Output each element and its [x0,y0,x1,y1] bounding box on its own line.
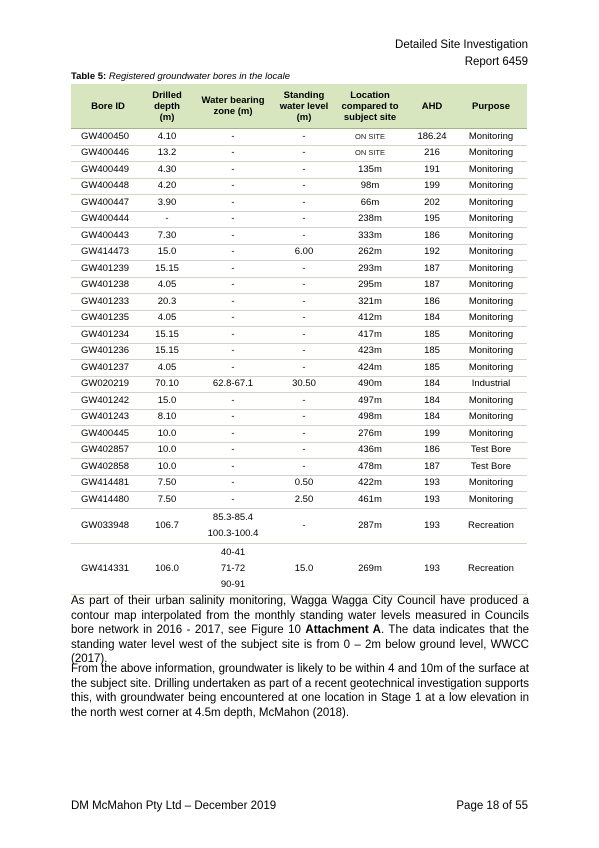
table-cell: 15.0 [145,244,189,261]
table-cell: Monitoring [455,343,527,360]
table-row [71,310,527,327]
table-cell: - [277,343,331,360]
table-cell: 62.8-67.1 [189,376,277,393]
column-header: AHD [409,84,455,129]
table-row [71,277,527,294]
table-cell: - [189,492,277,509]
table-row [71,426,527,443]
table-cell: - [277,228,331,245]
table-cell: 4.05 [145,360,189,377]
table-cell: 185 [409,327,455,344]
table-cell: - [277,178,331,195]
table-cell: Monitoring [455,145,527,162]
table-cell: 0.50 [277,475,331,492]
table-cell: Monitoring [455,178,527,195]
table-caption-text: Registered groundwater bores in the locale [108,71,290,82]
table-cell: 199 [409,426,455,443]
table-cell: - [277,294,331,311]
table-cell: 490m [331,376,409,393]
table-row [71,327,527,344]
table-cell: Monitoring [455,475,527,492]
table-cell: GW401238 [71,277,145,294]
table-row [71,442,527,459]
table-cell: - [189,409,277,426]
table-cell: 15.15 [145,261,189,278]
table-cell: - [277,508,331,543]
table-header-row [71,84,527,129]
table-cell: GW400445 [71,426,145,443]
table-cell: 422m [331,475,409,492]
table-cell: - [189,393,277,410]
table-cell: - [277,360,331,377]
table-cell-line: 85.3-85.4 [212,511,254,523]
table-row [71,475,527,492]
attachment-reference: Attachment A [305,624,381,636]
table-cell: 436m [331,442,409,459]
table-row [71,228,527,245]
table-cell: 195 [409,211,455,228]
table-cell: - [189,310,277,327]
table-cell: 184 [409,393,455,410]
table-cell: Monitoring [455,211,527,228]
column-header: Bore ID [71,84,145,129]
footer-company-date: DM McMahon Pty Ltd – December 2019 [71,800,277,812]
table-cell: 193 [409,508,455,543]
table-cell-line: 40-41 [220,546,246,558]
table-cell: GW414331 [71,543,145,594]
table-cell: 202 [409,195,455,212]
table-cell-line: 90-91 [220,578,246,590]
table-cell: 20.3 [145,294,189,311]
table-cell: - [189,178,277,195]
table-row [71,145,527,162]
table-cell: 106.7 [145,508,189,543]
table-cell: GW402858 [71,459,145,476]
table-cell: Monitoring [455,409,527,426]
table-cell: Monitoring [455,129,527,146]
table-cell: - [189,360,277,377]
table-row [71,261,527,278]
table-cell-line: 71-72 [220,562,246,574]
table-cell: Monitoring [455,393,527,410]
table-cell: ON SITE [331,129,409,146]
table-cell: 7.50 [145,475,189,492]
table-cell: 199 [409,178,455,195]
table-cell: - [277,393,331,410]
table-cell: 461m [331,492,409,509]
table-cell: - [277,327,331,344]
table-cell: GW401237 [71,360,145,377]
table-cell: 238m [331,211,409,228]
table-row [71,459,527,476]
table-cell: Monitoring [455,261,527,278]
table-cell: 187 [409,459,455,476]
table-cell: - [189,145,277,162]
table-cell: GW020219 [71,376,145,393]
paragraph-text: As part of their urban salinity monitoring, Wagga Wagga City Council have produced a contour map interpolated from the monthly standing water levels measured in Councils bore network in 2016 - 2017, see Figure 10 [71,595,529,636]
table-cell: 13.2 [145,145,189,162]
table-cell: ON SITE [331,145,409,162]
table-cell: Monitoring [455,228,527,245]
table-cell: 184 [409,376,455,393]
table-cell: Monitoring [455,426,527,443]
table-cell: 184 [409,409,455,426]
table-cell: GW400444 [71,211,145,228]
table-cell: - [189,475,277,492]
table-cell: Recreation [455,508,527,543]
table-cell: GW414480 [71,492,145,509]
table-cell: 2.50 [277,492,331,509]
table-cell: 295m [331,277,409,294]
table-cell: GW401236 [71,343,145,360]
table-cell: - [277,277,331,294]
table-cell: GW401234 [71,327,145,344]
column-header: Location compared to subject site [331,84,409,129]
table-cell [189,543,277,594]
table-cell: - [189,343,277,360]
table-cell: GW400450 [71,129,145,146]
table-cell: GW402857 [71,442,145,459]
table-cell: 185 [409,360,455,377]
table-cell: Monitoring [455,327,527,344]
table-cell: 6.00 [277,244,331,261]
table-row [71,211,527,228]
table-cell: 70.10 [145,376,189,393]
table-cell: 135m [331,162,409,179]
table-cell: 186 [409,442,455,459]
table-row [71,129,527,146]
table-cell: 10.0 [145,459,189,476]
table-cell: 333m [331,228,409,245]
table-cell: 4.05 [145,310,189,327]
table-cell: 423m [331,343,409,360]
table-cell: - [189,459,277,476]
table-cell: - [277,162,331,179]
table-cell: GW033948 [71,508,145,543]
table-cell: 10.0 [145,442,189,459]
table-cell: - [189,162,277,179]
table-row [71,343,527,360]
table-row [71,492,527,509]
table-row [71,508,527,543]
table-cell: 7.50 [145,492,189,509]
table-cell: 276m [331,426,409,443]
table-cell: 98m [331,178,409,195]
table-caption-label: Table 5: [71,71,107,82]
table-cell: - [277,426,331,443]
paragraph-text: . The data indicates that the standing water level west of the subject site is from 0 – 2m below ground level, WWCC (2017). [71,624,529,665]
table-cell: Monitoring [455,162,527,179]
table-cell: GW401235 [71,310,145,327]
table-cell: Monitoring [455,244,527,261]
table-cell: 262m [331,244,409,261]
table-cell: GW414473 [71,244,145,261]
table-cell: - [277,145,331,162]
table-cell: GW400448 [71,178,145,195]
table-row [71,162,527,179]
table-cell: 4.30 [145,162,189,179]
table-cell: GW401243 [71,409,145,426]
table-cell: Monitoring [455,310,527,327]
table-cell: 498m [331,409,409,426]
table-cell: - [277,195,331,212]
table-cell: 191 [409,162,455,179]
table-cell: 293m [331,261,409,278]
table-caption [71,71,290,82]
table-cell: GW400443 [71,228,145,245]
table-cell: 15.15 [145,327,189,344]
table-cell: 15.0 [277,543,331,594]
table-cell: 417m [331,327,409,344]
table-row [71,376,527,393]
table-row [71,195,527,212]
table-cell: 187 [409,261,455,278]
table-cell: 193 [409,543,455,594]
table-cell: - [277,442,331,459]
table-cell: 185 [409,343,455,360]
column-header: Purpose [455,84,527,129]
table-cell: 3.90 [145,195,189,212]
table-cell: 424m [331,360,409,377]
table-cell: 216 [409,145,455,162]
table-cell: 106.0 [145,543,189,594]
table-cell: - [189,294,277,311]
table-cell: GW414481 [71,475,145,492]
table-cell: - [189,426,277,443]
table-row [71,543,527,594]
table-cell: 186.24 [409,129,455,146]
table-cell: 8.10 [145,409,189,426]
table-cell: 186 [409,294,455,311]
table-cell: 269m [331,543,409,594]
page-header [395,37,528,71]
table-cell: Test Bore [455,459,527,476]
table-cell: GW400449 [71,162,145,179]
header-title: Detailed Site Investigation [395,39,528,51]
table-cell: 66m [331,195,409,212]
column-header: Drilled depth (m) [145,84,189,129]
table-cell: Monitoring [455,277,527,294]
table-cell: GW400446 [71,145,145,162]
table-cell: - [189,211,277,228]
table-cell: 193 [409,475,455,492]
table-cell: 15.15 [145,343,189,360]
column-header: Water bearing zone (m) [189,84,277,129]
table-cell: 192 [409,244,455,261]
table-cell: 4.10 [145,129,189,146]
table-cell: 412m [331,310,409,327]
header-report-number: Report 6459 [464,56,528,68]
table-cell: Monitoring [455,492,527,509]
table-cell: 187 [409,277,455,294]
table-cell: - [189,129,277,146]
table-cell: - [189,277,277,294]
table-cell: - [277,129,331,146]
table-cell: 10.0 [145,426,189,443]
table-row [71,393,527,410]
table-row [71,360,527,377]
groundwater-bores-table [71,84,527,595]
table-row [71,244,527,261]
table-cell: 321m [331,294,409,311]
table-cell: GW401239 [71,261,145,278]
table-row [71,294,527,311]
table-cell: - [189,327,277,344]
table-cell: 186 [409,228,455,245]
table-cell [189,508,277,543]
table-cell: 478m [331,459,409,476]
paragraph-salinity-monitoring [71,594,529,667]
table-cell: 497m [331,393,409,410]
table-cell-line: 100.3-100.4 [207,527,259,539]
table-cell: Recreation [455,543,527,594]
table-cell: 7.30 [145,228,189,245]
table-cell: GW400447 [71,195,145,212]
table-cell: - [277,409,331,426]
table-cell: GW401242 [71,393,145,410]
column-header: Standing water level (m) [277,84,331,129]
table-cell: 184 [409,310,455,327]
table-cell: 4.20 [145,178,189,195]
table-cell: Industrial [455,376,527,393]
table-row [71,409,527,426]
table-cell: - [277,310,331,327]
table-cell: - [277,459,331,476]
table-cell: 30.50 [277,376,331,393]
table-cell: Monitoring [455,294,527,311]
table-cell: - [277,261,331,278]
table-cell: - [189,195,277,212]
table-cell: Test Bore [455,442,527,459]
table-row [71,178,527,195]
table-cell: 193 [409,492,455,509]
table-cell: 287m [331,508,409,543]
table-cell: - [189,244,277,261]
table-cell: Monitoring [455,360,527,377]
table-cell: - [189,261,277,278]
paragraph-groundwater-conclusion: From the above information, groundwater is likely to be within 4 and 10m of the surface at the subject site. Drilling undertaken as part of a recent geotechnical investigation supports this, with groundwater being encountered at one location in Stage 1 at a low elevation in the north west corner at 4.5m depth, McMahon (2018). [71,663,529,719]
table-cell: - [189,228,277,245]
table-cell: 4.05 [145,277,189,294]
table-cell: - [145,211,189,228]
table-cell: GW401233 [71,294,145,311]
table-cell: 15.0 [145,393,189,410]
table-cell: - [189,442,277,459]
table-cell: Monitoring [455,195,527,212]
footer-page-number: Page 18 of 55 [456,800,528,812]
table-cell: - [277,211,331,228]
